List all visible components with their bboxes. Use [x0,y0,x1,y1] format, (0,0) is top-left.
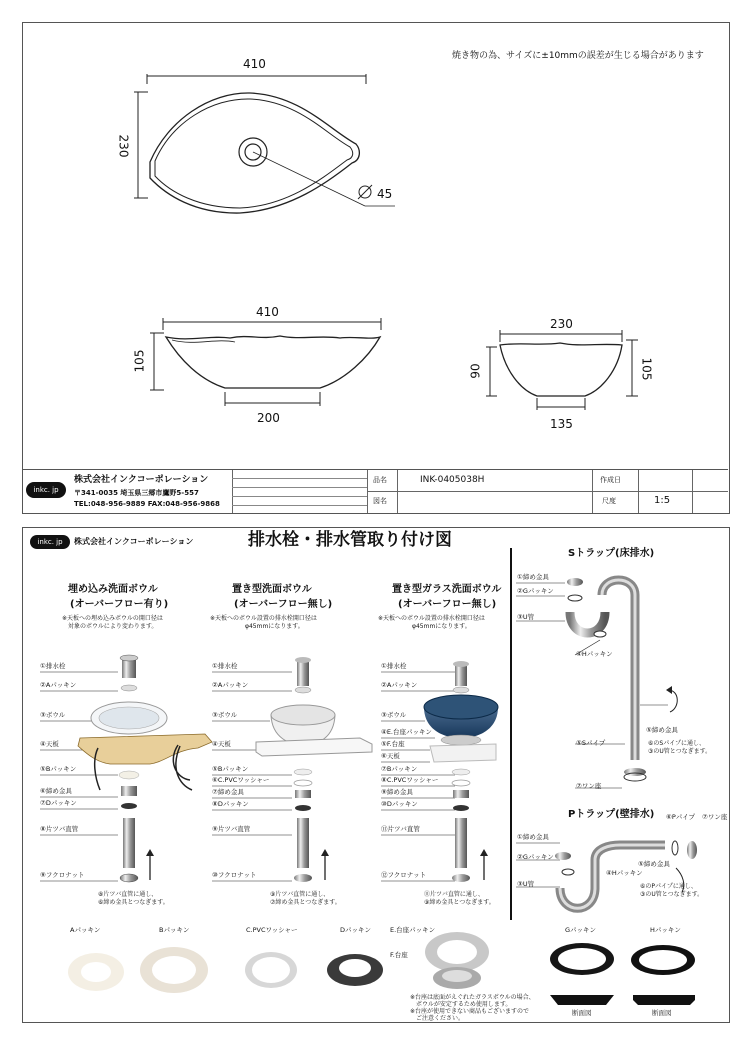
col1-label-7: ⑦Dパッキン [40,799,77,807]
col3-label-10: ⑩Dパッキン [381,800,418,808]
col1-title: 埋め込み洗面ボウル [68,584,158,595]
col3-subtitle: (オーバーフロー無し) [398,599,497,610]
end-height-dim: 105 [639,357,654,381]
install-title: 排水栓・排水管取り付け図 [248,530,452,550]
top-width-dim: 410 [243,57,266,71]
ptrap-title: Pトラップ(壁排水) [568,809,655,820]
col1-label-6: ⑥締め金具 [40,787,72,795]
part-b-label: Bパッキン [159,926,190,934]
strap-label-2: ②Gパッキン [517,587,554,595]
col1-label-4: ④天板 [40,740,59,748]
strap-right-note1: ⑥のSパイプに通し、 [648,740,706,747]
company-address: 〒341-0035 埼玉県三郷市鷹野5-557 [74,489,199,497]
part-f-label: F.台座 [390,951,408,959]
col3-bottom2: ⑨締め金具とつなぎます。 [424,899,495,906]
col2-subtitle: (オーバーフロー無し) [234,599,333,610]
company-name: 株式会社インクコーポレーション [74,475,209,485]
col3-bottom1: ⑪片ツバ直管に通し、 [424,891,484,898]
col2-label-6: ⑥C.PVCワッシャー [212,776,270,784]
glass-note1: ※台座は底面がえぐれたガラスボウルの場合、 [410,994,535,1001]
name-value: INK-0405038H [420,475,485,485]
col1-label-2: ②Aパッキン [40,681,77,689]
col3-note1: ※天板へのボウル設置の排水栓開口径は [378,615,485,622]
col3-label-9: ⑨締め金具 [381,788,413,796]
col2-label-9: ⑨片ツバ直管 [212,825,251,833]
hole-dim: 45 [377,187,393,201]
side-height-dim: 105 [132,349,147,373]
col1-subtitle: (オーバーフロー有り) [70,599,169,610]
end-inner-height-dim: 90 [468,363,483,379]
drawing-label: 図名 [373,497,387,505]
strap-label-3: ③U管 [517,613,535,621]
col2-label-10: ⑩フクロナット [212,871,257,879]
col2-label-1: ①排水栓 [212,662,238,670]
part-c-label: C.PVCワッシャー [246,926,298,934]
col2-label-4: ④天板 [212,740,231,748]
col3-title: 置き型ガラス洗面ボウル [392,584,502,595]
side-base-dim: 200 [257,411,280,425]
install-company: 株式会社インクコーポレーション [74,537,194,546]
col3-label-4: ④E.台座パッキン [381,728,432,736]
strap-title: Sトラップ(床排水) [568,548,655,559]
col2-note2: φ45mmになります。 [245,623,304,630]
part-d-label: Dパッキン [340,926,371,934]
col3-label-11: ⑪片ツバ直管 [381,825,420,833]
strap-label-5: ⑤Sパイプ [576,739,606,747]
strap-label-6: ⑦ワン座 [576,782,602,790]
col2-label-8: ⑧Dパッキン [212,800,249,808]
col2-label-7: ⑦締め金具 [212,788,244,796]
glass-note2: ボウルが安定するため使用します。 [416,1001,512,1008]
col1-label-9: ⑨フクロナット [40,871,85,879]
logo-badge: inkc. jp [26,482,66,498]
ptrap-h-pack: ④Hパッキン [606,869,643,877]
col3-label-12: ⑫フクロナット [381,871,427,879]
col3-label-5: ⑤F.台座 [381,740,405,748]
col3-label-1: ①排水栓 [381,662,407,670]
section-label-1: 断面図 [572,1009,592,1017]
col2-title: 置き型洗面ボウル [232,584,312,595]
col1-label-3: ③ボウル [40,711,66,719]
col1-label-8: ⑧片ツバ直管 [40,825,79,833]
glass-note4: ご注意ください。 [416,1015,465,1022]
scale-value: 1:5 [654,495,671,506]
col2-bottom1: ⑨片ツバ直管に通し、 [270,891,330,898]
col3-label-3: ③ボウル [381,711,407,719]
col2-note1: ※天板へのボウル設置の排水栓開口径は [210,615,317,622]
col1-note1: ※天板への埋め込みボウルの開口径は [62,615,163,622]
strap-right-label: ⑤締め金具 [646,726,678,734]
col3-label-7: ⑦Bパッキン [381,765,418,773]
col2-bottom2: ⑦締め金具とつなぎます。 [270,899,341,906]
strap-label-4: ④Hパッキン [576,650,613,658]
col2-label-3: ③ボウル [212,711,238,719]
ptrap-label-2: ②Gパッキン [517,853,554,861]
part-g-label: Gパッキン [565,926,596,934]
ptrap-p-pipe: ⑥Pパイプ [666,813,696,821]
col3-label-2: ②Aパッキン [381,681,418,689]
company-phone: TEL:048-956-9889 FAX:048-956-9868 [74,500,220,508]
part-a-label: Aパッキン [70,926,101,934]
ptrap-note1: ⑥のPパイプに通し、 [640,883,697,890]
scale-label: 尺度 [602,497,616,505]
part-h-label: Hパッキン [650,926,681,934]
part-e-label: E.台座パッキン [390,926,436,934]
col2-label-2: ②Aパッキン [212,681,249,689]
top-height-dim: 230 [116,134,131,158]
col1-label-1: ①排水栓 [40,662,66,670]
col1-note2: 対象のボウルにより変わります。 [68,623,158,630]
ptrap-label-1: ①締め金具 [517,833,549,841]
strap-right-note2: ③のU管とつなぎます。 [648,748,712,755]
glass-note3: ※台座が使用できない商品もございますので [410,1008,530,1015]
col1-label-5: ⑤Bパッキン [40,765,77,773]
ptrap-shime: ⑤締め金具 [638,860,670,868]
col3-label-8: ⑧C.PVCワッシャー [381,776,439,784]
strap-label-1: ①締め金具 [517,573,549,581]
name-label: 品名 [373,476,387,484]
date-label: 作成日 [600,476,621,484]
install-logo: inkc. jp [30,535,70,549]
section-label-2: 断面図 [652,1009,672,1017]
end-base-dim: 135 [550,417,573,431]
ptrap-note2: ③のU管とつなぎます。 [640,891,704,898]
side-width-dim: 410 [256,305,279,319]
col3-label-6: ⑥天板 [381,752,400,760]
end-width-dim: 230 [550,317,573,331]
ptrap-label-3: ③U管 [517,880,535,888]
tolerance-note: 焼き物の為、サイズに±10mmの誤差が生じる場合があります [452,51,704,61]
ptrap-wanza: ⑦ワン座 [702,813,728,821]
col2-label-5: ⑤Bパッキン [212,765,249,773]
col3-note2: φ45mmになります。 [412,623,471,630]
col1-bottom1: ⑧片ツバ直管に通し、 [98,891,158,898]
col1-bottom2: ⑥締め金具とつなぎます。 [98,899,169,906]
